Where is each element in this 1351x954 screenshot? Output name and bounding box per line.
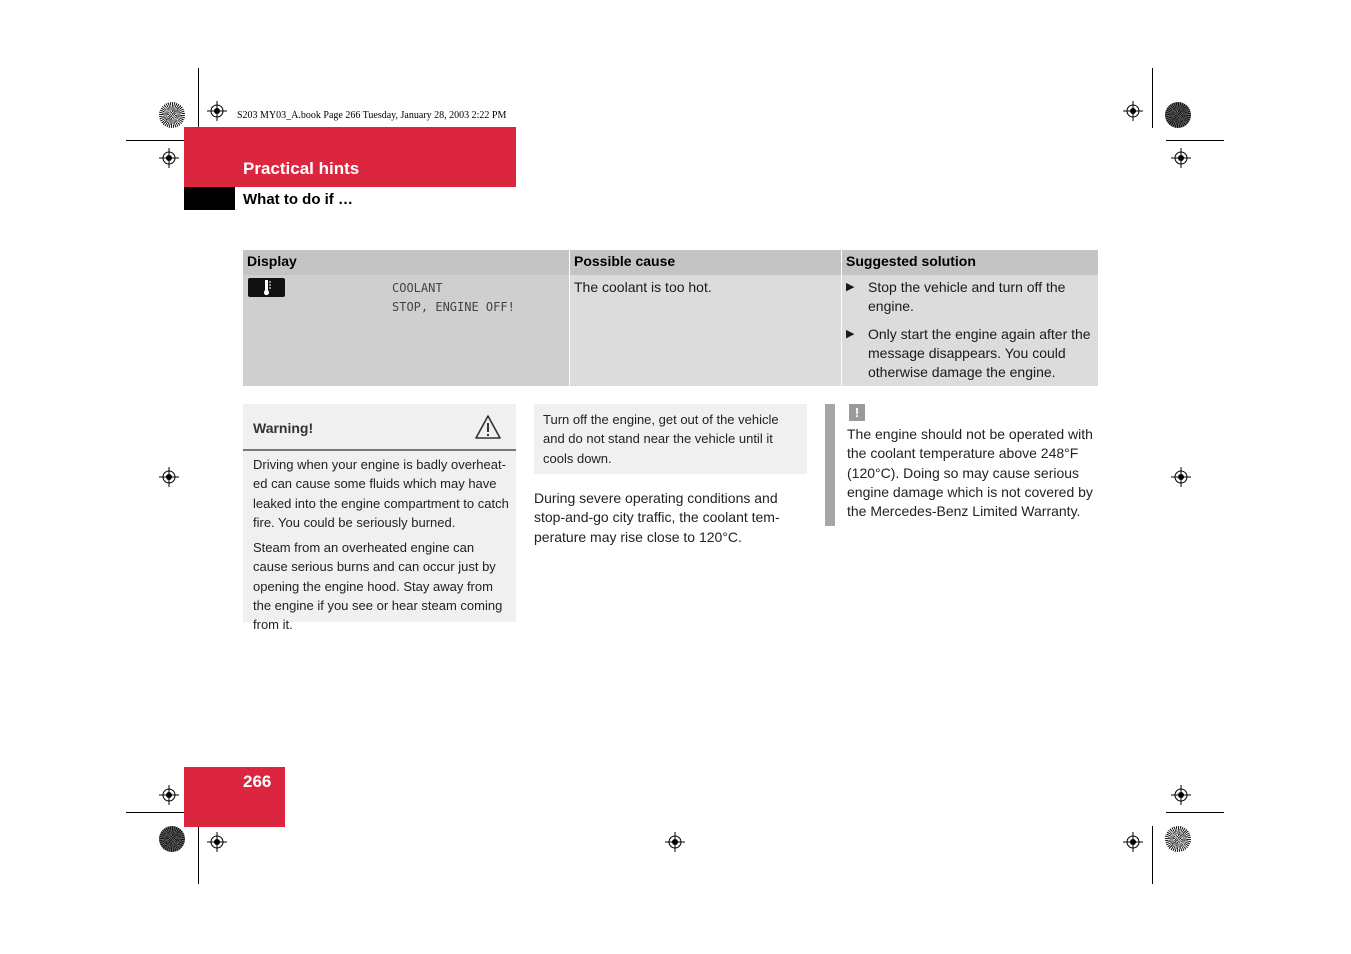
registration-mark-icon bbox=[159, 148, 179, 168]
crop-mark bbox=[198, 826, 199, 884]
warning-paragraph: Steam from an overheated engine can cause serious burns and can occur just by opening the engine hood. Stay away from the engine if you see or hear steam coming from it. bbox=[253, 540, 503, 633]
registration-mark-icon bbox=[1123, 101, 1143, 121]
crop-mark bbox=[1152, 68, 1153, 128]
warning-divider bbox=[243, 449, 516, 451]
subsection-title: What to do if … bbox=[243, 191, 353, 208]
crop-mark bbox=[126, 140, 184, 141]
registration-mark-icon bbox=[1171, 148, 1191, 168]
registration-mark-icon bbox=[1171, 467, 1191, 487]
print-slug: S203 MY03_A.book Page 266 Tuesday, January 28, 2003 2:22 PM bbox=[237, 110, 507, 121]
warning-title: Warning! bbox=[253, 420, 314, 436]
registration-rosette-icon bbox=[1165, 826, 1191, 852]
page-number: 266 bbox=[243, 772, 272, 791]
registration-mark-icon bbox=[207, 832, 227, 852]
display-message-line-1: COOLANT bbox=[392, 281, 443, 295]
crop-mark bbox=[126, 812, 184, 813]
registration-rosette-icon bbox=[1165, 102, 1191, 128]
registration-mark-icon bbox=[207, 101, 227, 121]
bullet-arrow-icon: ▶ bbox=[846, 328, 855, 340]
subsection-tab bbox=[184, 187, 235, 210]
registration-mark-icon bbox=[665, 832, 685, 852]
registration-rosette-icon bbox=[159, 102, 185, 128]
solution-text: Stop the vehicle and turn off the engine. bbox=[868, 279, 1066, 314]
warning-triangle-icon bbox=[474, 414, 502, 440]
table-cell-display-text bbox=[388, 275, 569, 386]
warning-paragraph: Driving when your engine is badly overheat-ed can cause some fluids which may have leaked into the engine compartment to catch fire. You could be seriously burned. bbox=[253, 457, 509, 530]
crop-mark bbox=[1166, 812, 1224, 813]
crop-mark bbox=[1166, 140, 1224, 141]
table-header-cause: Possible cause bbox=[570, 250, 841, 275]
registration-mark-icon bbox=[1171, 785, 1191, 805]
table-header-display: Display bbox=[243, 250, 569, 275]
crop-mark bbox=[198, 68, 199, 128]
coolant-temperature-icon bbox=[248, 278, 285, 297]
note-text: The engine should not be operated with the coolant temperature above 248°F (120°C). Doing so may cause serious engine damage which is not covered by the Mercedes-Benz Limited Warranty. bbox=[847, 426, 1093, 520]
note-bar bbox=[825, 404, 835, 526]
table-cell-cause bbox=[570, 275, 841, 386]
table-header-solution: Suggested solution bbox=[842, 250, 1098, 275]
crop-mark bbox=[1152, 826, 1153, 884]
solution-text: Only start the engine again after the message disappears. You could otherwise damage the engine. bbox=[868, 326, 1091, 380]
info-box-text: Turn off the engine, get out of the vehicle and do not stand near the vehicle until it cools down. bbox=[543, 412, 779, 466]
bullet-arrow-icon: ▶ bbox=[846, 281, 855, 293]
section-title: Practical hints bbox=[243, 159, 360, 178]
cause-text: The coolant is too hot. bbox=[574, 279, 712, 295]
display-message-line-2: STOP, ENGINE OFF! bbox=[392, 300, 515, 314]
exclamation-icon: ! bbox=[849, 404, 865, 421]
registration-mark-icon bbox=[1123, 832, 1143, 852]
registration-mark-icon bbox=[159, 467, 179, 487]
registration-rosette-icon bbox=[159, 826, 185, 852]
registration-mark-icon bbox=[159, 785, 179, 805]
body-text: During severe operating conditions and stop-and-go city traffic, the coolant tem-perature may rise close to 120°C. bbox=[534, 490, 780, 545]
